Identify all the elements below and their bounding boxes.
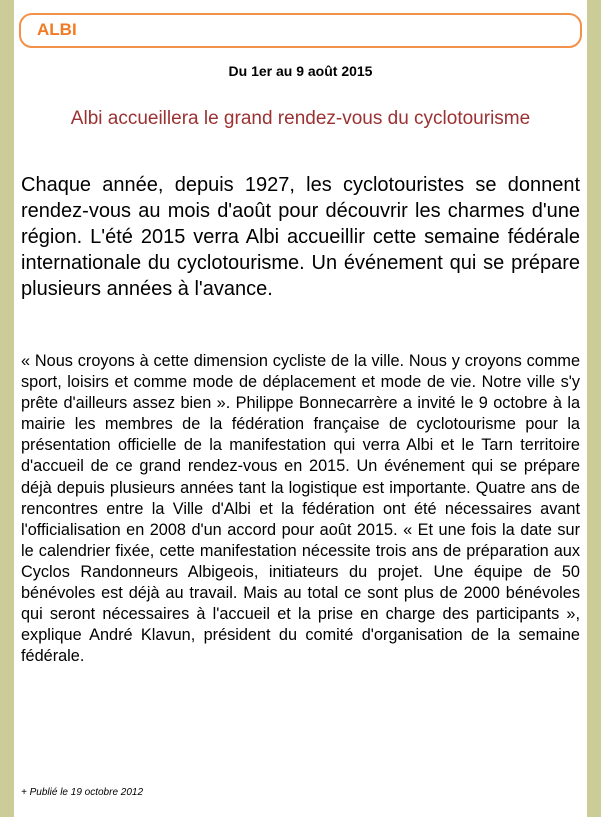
article-lead-paragraph: Chaque année, depuis 1927, les cyclotouristes se donnent rendez-vous au mois d'août pour découvrir les charmes d'une région. L'été 2015 verra Albi accueillir cette semaine fédérale internationale du cyclotourisme. Un événement qui se prépare plusieurs années à l'avance.	[21, 174, 580, 300]
article-page	[14, 0, 587, 817]
section-title: ALBI	[37, 20, 77, 39]
published-date: + Publié le 19 octobre 2012	[21, 787, 144, 798]
article-headline: Albi accueillera le grand rendez-vous du cyclotourisme	[70, 108, 531, 129]
article-body-paragraph: « Nous croyons à cette dimension cycliste de la ville. Nous y croyons comme sport, loisirs et comme mode de déplacement et mode de vie. Notre ville s'y prête d'ailleurs assez bien ». Philippe Bonnecarrère a invité le 9 octobre à la mairie les membres de la fédération française de cyclotourisme pour la présentation officielle de la manifestation qui verra Albi et le Tarn territoire d'accueil de ce grand rendez-vous en 2015. Un événement qui se prépare déjà depuis plusieurs années tant la logistique est importante. Quatre ans de rencontres entre la Ville d'Albi et la fédération ont été nécessaires avant l'officialisation en 2008 d'un accord pour août 2015. « Et une fois la date sur le calendrier fixée, cette manifestation nécessite trois ans de préparation aux Cyclos Randonneurs Albigeois, initiateurs du projet. Une équipe de 50 bénévoles est déjà au travail. Mais au total ce sont plus de 2000 bénévoles qui seront nécessaires à l'accueil et la prise en charge des participants », explique André Klavun, président du comité d'organisation de la semaine fédérale.	[21, 352, 580, 666]
event-date-line: Du 1er au 9 août 2015	[228, 63, 373, 79]
section-header-box	[19, 13, 582, 48]
